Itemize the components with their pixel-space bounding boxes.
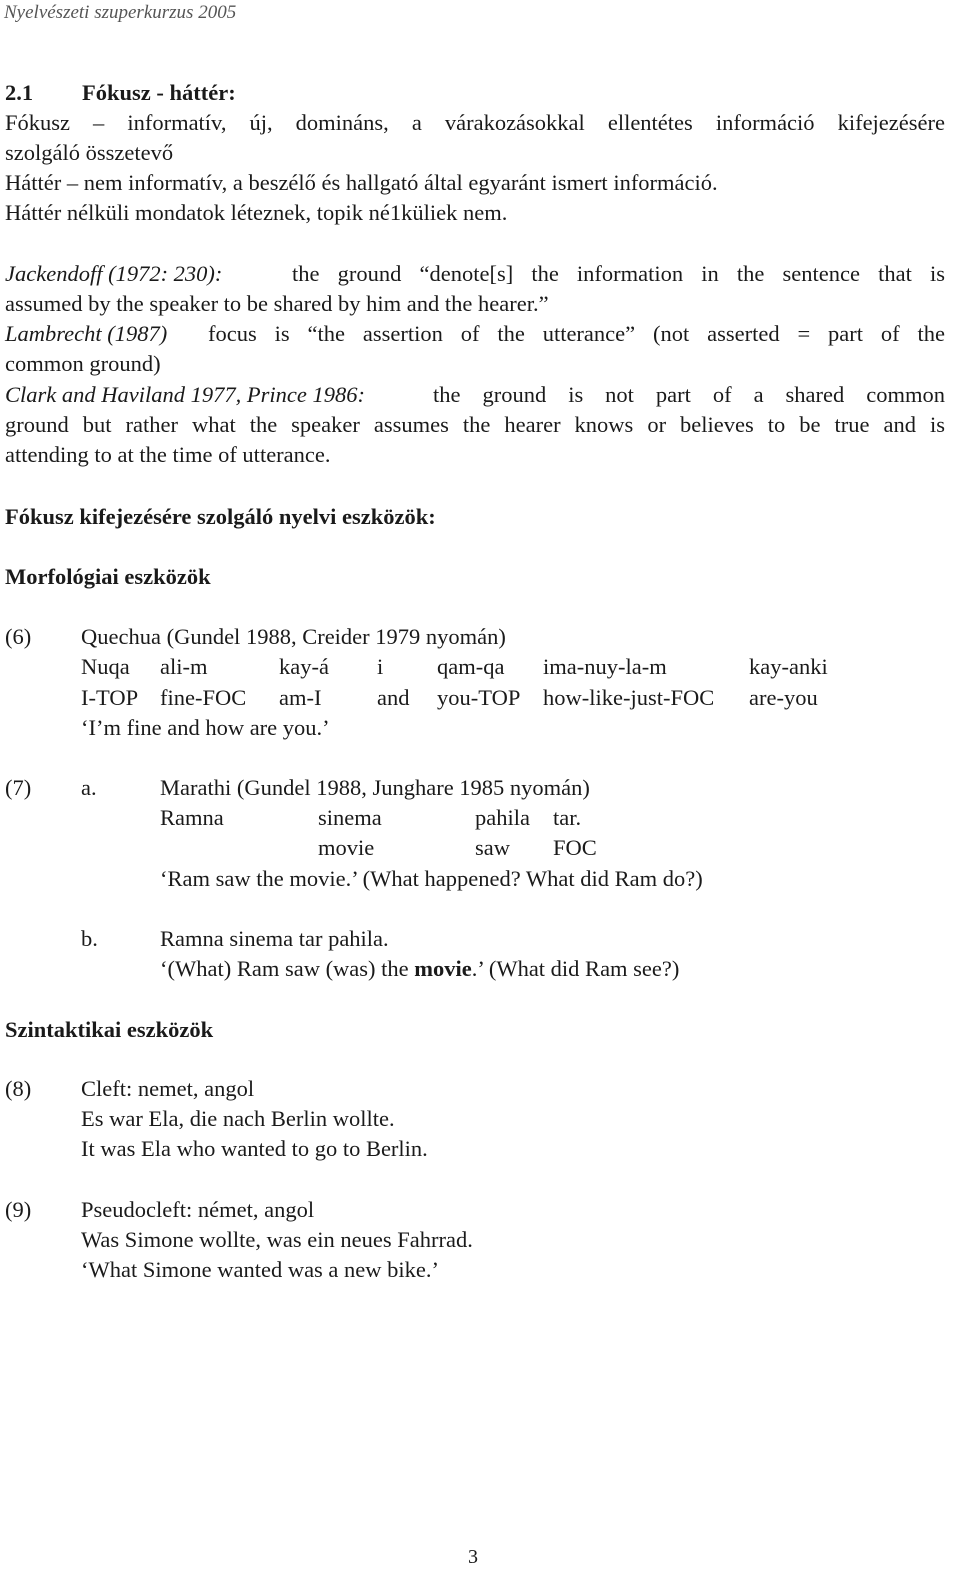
clark-quote-line-1: the ground is not part of a shared common	[433, 382, 945, 407]
example-7a-word: pahila	[475, 805, 530, 830]
section-number: 2.1	[5, 80, 34, 105]
example-6-number: (6)	[5, 624, 32, 649]
example-6-gloss: am-I	[279, 685, 322, 710]
example-6-gloss: you-TOP	[437, 685, 521, 710]
example-7a-title: Marathi (Gundel 1988, Junghare 1985 nyomán)	[160, 775, 590, 800]
example-6-gloss: and	[377, 685, 410, 710]
example-6-word: i	[377, 654, 384, 679]
example-6-word: Nuqa	[81, 654, 130, 679]
clark-quote-line-3: attending to at the time of utterance.	[5, 442, 331, 467]
focus-definition-line-2: szolgáló összetevő	[5, 140, 174, 165]
example-6-word: ali-m	[160, 654, 208, 679]
example-6-title: Quechua (Gundel 1988, Creider 1979 nyomán)	[81, 624, 506, 649]
focus-means-heading: Fókusz kifejezésére szolgáló nyelvi eszközök:	[5, 504, 436, 529]
focus-definition-line-1: Fókusz – informatív, új, domináns, a várakozásokkal ellentétes információ kifejezésére	[5, 110, 945, 135]
jackendoff-reference: Jackendoff (1972: 230):	[5, 261, 223, 286]
jackendoff-quote-line-1: the ground “denote[s] the information in the sentence that is	[292, 261, 945, 286]
syntactic-heading: Szintaktikai eszközök	[5, 1017, 214, 1042]
clark-reference: Clark and Haviland 1977, Prince 1986:	[5, 382, 365, 407]
section-title: Fókusz - háttér:	[82, 80, 236, 105]
example-6-gloss: I-TOP	[81, 685, 139, 710]
example-7a-translation: ‘Ram saw the movie.’ (What happened? What did Ram do?)	[160, 866, 703, 891]
lambrecht-quote-line-1: focus is “the assertion of the utterance” (not asserted = part of the	[208, 321, 945, 346]
example-7b-sentence: Ramna sinema tar pahila.	[160, 926, 389, 951]
morphological-heading: Morfológiai eszközök	[5, 564, 211, 589]
example-6-gloss: are-you	[749, 685, 818, 710]
jackendoff-quote-line-2: assumed by the speaker to be shared by him and the hearer.”	[5, 291, 549, 316]
example-6-translation: ‘I’m fine and how are you.’	[81, 715, 330, 740]
example-8-line: Cleft: nemet, angol	[81, 1076, 255, 1101]
example-7b-label: b.	[81, 926, 98, 951]
clark-quote-line-2: ground but rather what the speaker assumes the hearer knows or believes to be true and is	[5, 412, 945, 437]
example-7a-label: a.	[81, 775, 97, 800]
example-7a-word: Ramna	[160, 805, 224, 830]
example-6-word: ima-nuy-la-m	[543, 654, 667, 679]
lambrecht-reference: Lambrecht (1987)	[5, 321, 168, 346]
example-7a-word: sinema	[318, 805, 382, 830]
example-6-word: kay-á	[279, 654, 329, 679]
example-6-gloss: fine-FOC	[160, 685, 247, 710]
example-7a-gloss: movie	[318, 835, 375, 860]
example-7a-gloss: saw	[475, 835, 510, 860]
example-7b-translation: ‘(What) Ram saw (was) the movie.’ (What did Ram see?)	[160, 956, 680, 981]
example-8-line: It was Ela who wanted to go to Berlin.	[81, 1136, 428, 1161]
example-8-number: (8)	[5, 1076, 32, 1101]
example-9-line: ‘What Simone wanted was a new bike.’	[81, 1257, 440, 1282]
example-9-number: (9)	[5, 1197, 32, 1222]
example-9-line: Was Simone wollte, was ein neues Fahrrad.	[81, 1227, 473, 1252]
example-8-line: Es war Ela, die nach Berlin wollte.	[81, 1106, 395, 1131]
example-6-word: kay-anki	[749, 654, 828, 679]
example-7a-gloss: FOC	[553, 835, 597, 860]
example-6-word: qam-qa	[437, 654, 505, 679]
lambrecht-quote-line-2: common ground)	[5, 351, 161, 376]
running-header: Nyelvészeti szuperkurzus 2005	[4, 2, 237, 23]
example-9-line: Pseudocleft: német, angol	[81, 1197, 315, 1222]
background-definition: Háttér – nem informatív, a beszélő és hallgató által egyaránt ismert információ.	[5, 170, 718, 195]
example-6-gloss: how-like-just-FOC	[543, 685, 715, 710]
page-number: 3	[468, 1546, 478, 1568]
background-note: Háttér nélküli mondatok léteznek, topik né1küliek nem.	[5, 200, 508, 225]
example-7-number: (7)	[5, 775, 32, 800]
example-7a-word: tar.	[553, 805, 582, 830]
